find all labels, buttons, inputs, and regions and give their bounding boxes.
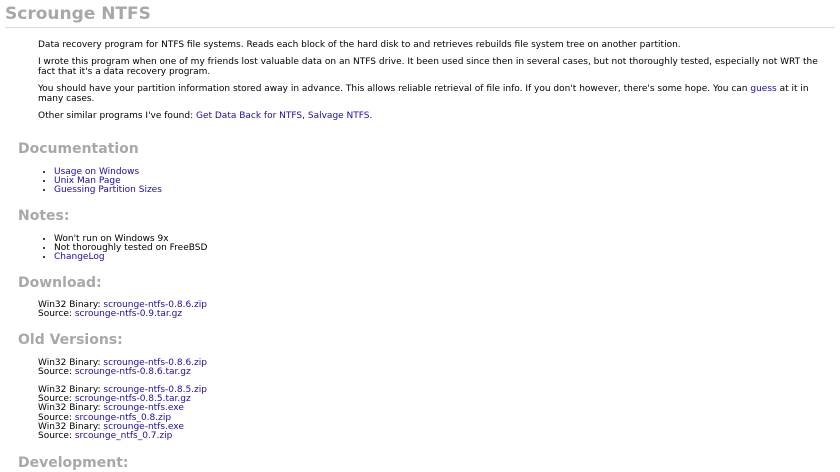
old-version-link[interactable]: scrounge-ntfs-0.8.5.zip	[103, 385, 207, 395]
row-label: Source:	[38, 394, 75, 405]
get-data-back-link[interactable]: Get Data Back for NTFS	[195, 111, 303, 121]
download-heading: Download:	[18, 275, 102, 291]
salvage-ntfs-link[interactable]: Salvage NTFS	[307, 111, 370, 121]
intro-text: Other similar programs I've found:	[38, 111, 196, 121]
old-version-row	[38, 368, 207, 377]
period: .	[369, 111, 373, 121]
old-version-link[interactable]: srcounge_ntfs_0.7.zip	[74, 431, 173, 442]
row-label: Win32 Binary:	[38, 421, 104, 432]
old-version-link[interactable]: scrounge-ntfs.exe	[103, 403, 184, 414]
row-label: Source:	[38, 431, 75, 442]
page-title: Scrounge NTFS	[5, 4, 151, 24]
intro-paragraph-1: Data recovery program for NTFS file systems. Reads each block of the hard disk to and retrieves rebuilds file system tree on another partition.	[38, 40, 681, 50]
intro-paragraph-4	[38, 111, 830, 121]
old-versions-group-2	[38, 386, 207, 441]
row-label: Win32 Binary:	[38, 403, 104, 414]
changelog-link[interactable]: ChangeLog	[54, 252, 105, 263]
old-version-row	[38, 432, 207, 441]
old-version-link[interactable]: scrounge-ntfs-0.8.6.tar.gz	[74, 367, 191, 378]
old-version-link[interactable]: scrounge-ntfs-0.8.6.zip	[103, 358, 207, 368]
intro-paragraph-3	[38, 84, 830, 104]
unix-man-page-link[interactable]: Unix Man Page	[54, 176, 121, 187]
guess-link[interactable]: guess	[750, 84, 777, 94]
development-heading: Development:	[18, 455, 129, 471]
list-item	[54, 253, 207, 262]
intro-text: You should have your partition information stored away in advance. This allows reliable retrieval of file info. If you don't however, there's some hope. You can	[38, 84, 751, 94]
intro-text: at it in many cases.	[38, 84, 809, 104]
notes-heading: Notes:	[18, 208, 70, 224]
documentation-list	[38, 168, 162, 196]
download-source-link[interactable]: scrounge-ntfs-0.9.tar.gz	[74, 309, 183, 320]
old-versions-heading: Old Versions:	[18, 332, 123, 348]
intro-section	[38, 40, 830, 128]
row-label: Win32 Binary:	[38, 300, 104, 310]
row-label: Source:	[38, 367, 75, 378]
guessing-partition-sizes-link[interactable]: Guessing Partition Sizes	[54, 185, 162, 196]
title-divider	[5, 27, 835, 28]
row-label: Source:	[38, 412, 75, 423]
old-versions-group-1	[38, 359, 207, 377]
separator: ,	[302, 111, 308, 121]
list-item: • Won't run on Windows 9x	[54, 235, 207, 244]
download-win32-link[interactable]: scrounge-ntfs-0.8.6.zip	[103, 300, 207, 310]
row-label: Win32 Binary:	[38, 358, 104, 368]
row-label: Source:	[38, 309, 75, 320]
documentation-heading: Documentation	[18, 141, 139, 157]
intro-paragraph-2: I wrote this program when one of my friends lost valuable data on an NTFS drive. It been used since then in several cases, but not thoroughly tested, especially not WRT the fact that it's a data recovery program.	[38, 57, 818, 77]
old-version-link[interactable]: scrounge-ntfs-0.8.5.tar.gz	[74, 394, 191, 405]
row-label: Win32 Binary:	[38, 385, 104, 395]
notes-list	[38, 235, 207, 263]
old-version-link[interactable]: scrounge-ntfs.exe	[103, 421, 184, 432]
download-block	[38, 301, 207, 319]
download-row	[38, 310, 207, 319]
usage-on-windows-link[interactable]: Usage on Windows	[54, 167, 140, 177]
old-version-link[interactable]: srcounge-ntfs_0.8.zip	[74, 412, 172, 423]
list-item: • Not thoroughly tested on FreeBSD	[54, 244, 207, 253]
list-item	[54, 186, 162, 195]
